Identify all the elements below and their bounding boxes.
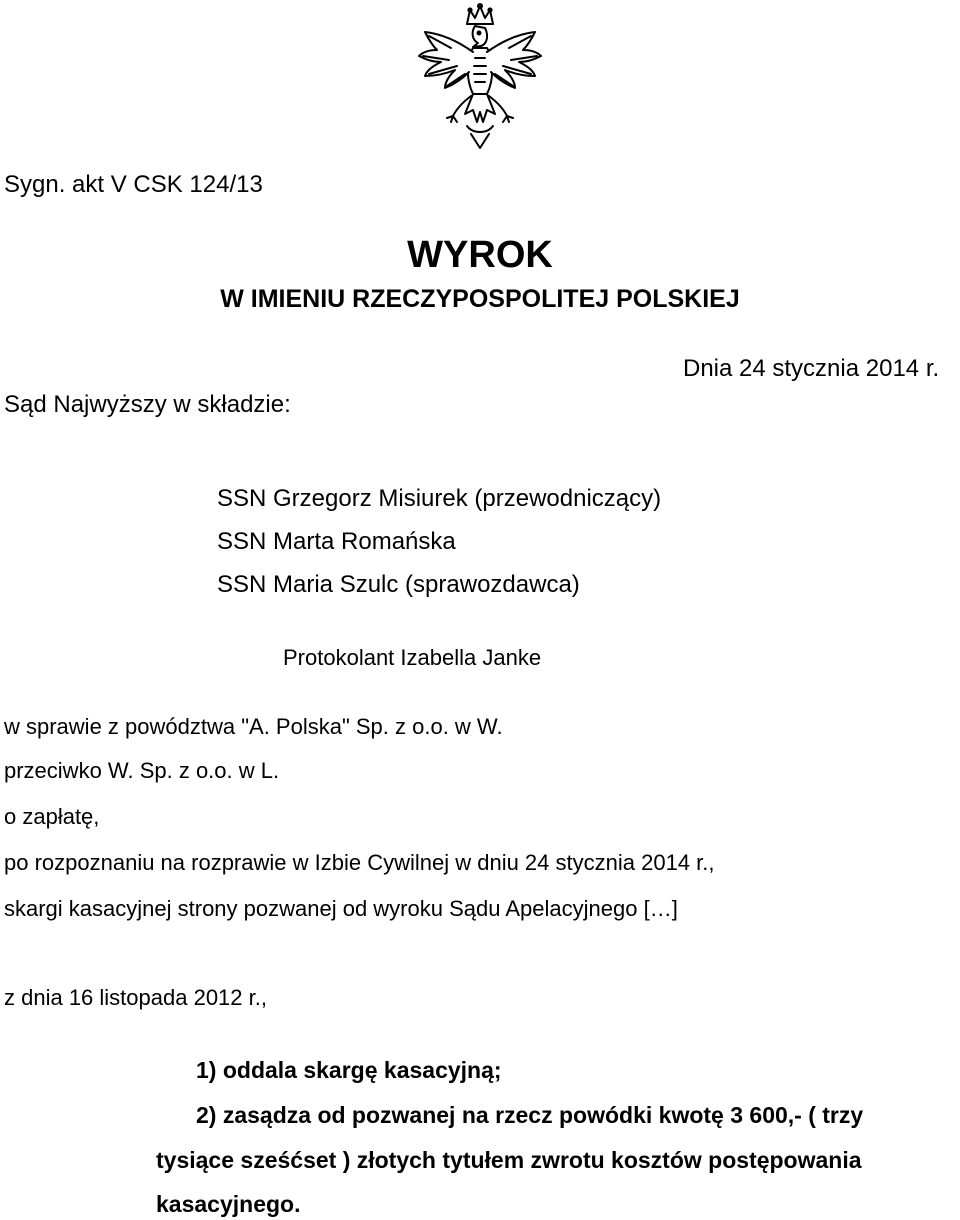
case-hearing: po rozpoznaniu na rozprawie w Izbie Cywilnej w dniu 24 stycznia 2014 r., <box>4 850 715 875</box>
judge-2: SSN Marta Romańska <box>217 528 456 555</box>
court-clerk: Protokolant Izabella Janke <box>283 645 542 670</box>
case-signature: Sygn. akt V CSK 124/13 <box>4 171 263 198</box>
judge-1: SSN Grzegorz Misiurek (przewodniczący) <box>217 485 662 512</box>
document-subtitle: W IMIENIU RZECZYPOSPOLITEJ POLSKIEJ <box>220 285 740 313</box>
polish-eagle-emblem-icon <box>415 2 545 150</box>
ruling-1: 1) oddala skargę kasacyjną; <box>196 1057 502 1083</box>
case-against: przeciwko W. Sp. z o.o. w L. <box>4 758 280 783</box>
case-subject: o zapłatę, <box>4 804 100 829</box>
court-composition-label: Sąd Najwyższy w składzie: <box>4 391 291 418</box>
judge-3: SSN Maria Szulc (sprawozdawca) <box>217 571 580 598</box>
ruling-2-line-3: kasacyjnego. <box>156 1191 301 1217</box>
document-title: WYROK <box>407 234 553 276</box>
case-appeal-date: z dnia 16 listopada 2012 r., <box>4 985 267 1010</box>
ruling-2-line-1: 2) zasądza od pozwanej na rzecz powódki kwotę 3 600,- ( trzy <box>196 1102 864 1128</box>
case-appeal: skargi kasacyjnej strony pozwanej od wyroku Sądu Apelacyjnego […] <box>4 896 678 921</box>
judgment-date: Dnia 24 stycznia 2014 r. <box>683 355 940 382</box>
ruling-2-line-2: tysiące sześćset ) złotych tytułem zwrotu kosztów postępowania <box>156 1147 862 1173</box>
case-claim: w sprawie z powództwa "A. Polska" Sp. z o.o. w W. <box>4 714 503 739</box>
